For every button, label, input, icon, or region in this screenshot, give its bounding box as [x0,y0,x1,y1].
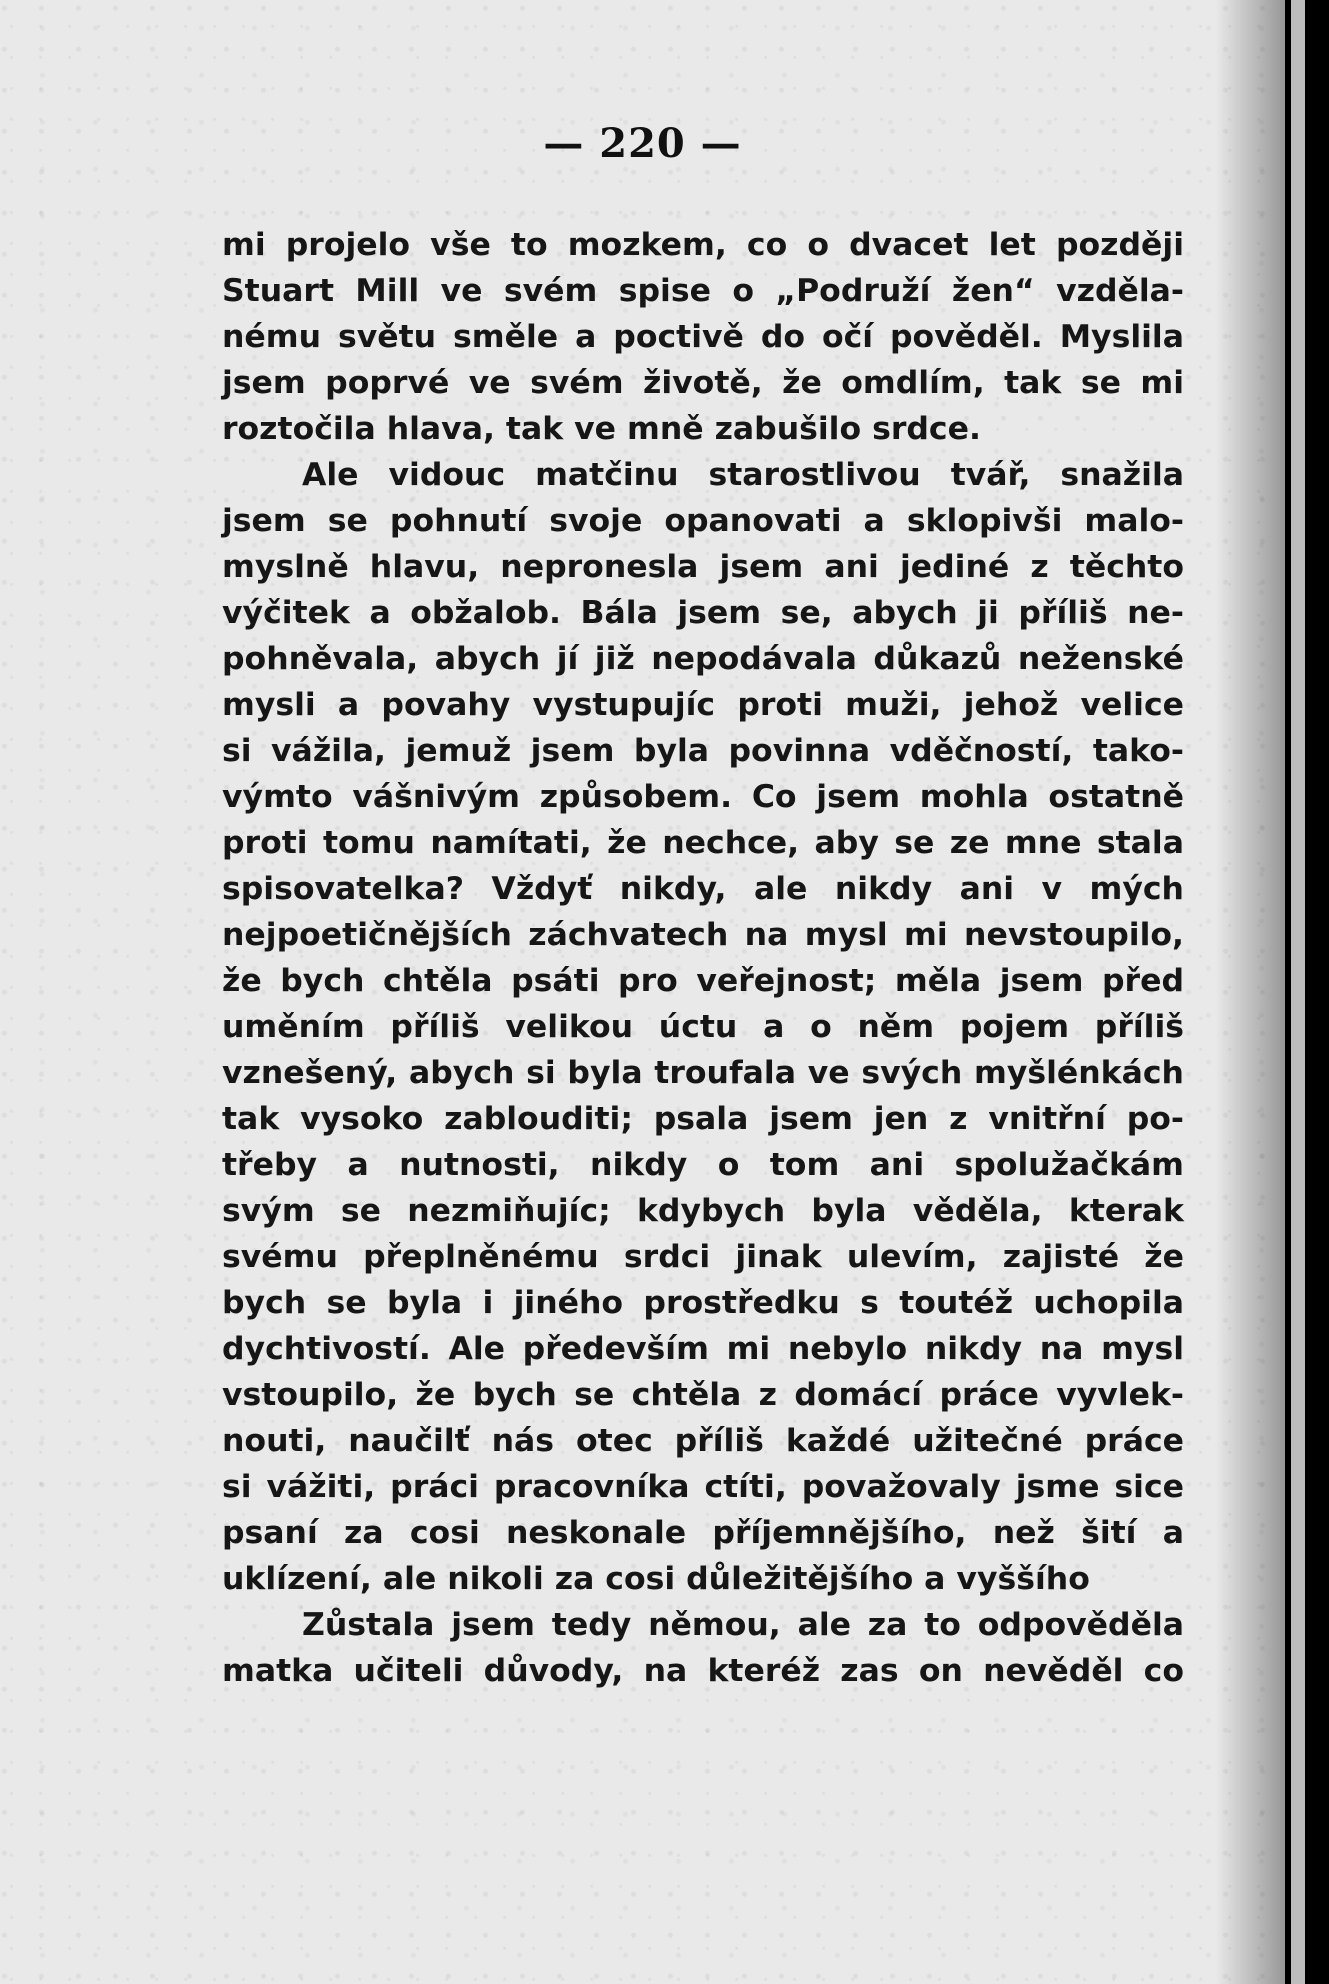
text-line: si vážiti, práci pracovníka ctíti, považovaly jsme sice [222,1469,1184,1505]
text-line: spisovatelka? Vždyť nikdy, ale nikdy ani v mých [222,871,1184,907]
page-shadow [1215,0,1285,1984]
page-edge [1291,0,1305,1984]
text-line: bych se byla i jiného prostředku s toutéž uchopila [222,1285,1184,1321]
text-line: vstoupilo, že bych se chtěla z domácí práce vyvlek- [222,1377,1184,1413]
text-line: myslně hlavu, nepronesla jsem ani jediné z těchto [222,549,1184,585]
text-line: výčitek a obžalob. Bála jsem se, abych ji příliš ne- [222,595,1184,631]
text-line: si vážila, jemuž jsem byla povinna vděčností, tako- [222,733,1184,769]
text-line: mysli a povahy vystupujíc proti muži, jehož velice [222,687,1184,723]
text-line: roztočila hlava, tak ve mně zabušilo srdce. [222,411,981,447]
text-line: Zůstala jsem tedy němou, ale za to odpověděla [302,1607,1184,1643]
text-line: nouti, naučilť nás otec příliš každé užitečné práce [222,1423,1184,1459]
page-number: — 220 — [543,120,742,167]
text-line: psaní za cosi neskonale příjemnějšího, než šití a [222,1515,1184,1551]
paragraph-1 [222,222,1184,452]
text-line: vznešený, abych si byla troufala ve svých myšlénkách [222,1055,1184,1091]
text-line: výmto vášnivým způsobem. Co jsem mohla ostatně [222,779,1184,815]
text-line: proti tomu namítati, že nechce, aby se ze mne stala [222,825,1184,861]
text-line: nému světu směle a poctivě do očí pověděl. Myslila [222,319,1184,355]
text-line: Ale vidouc matčinu starostlivou tvář, snažila [302,457,1184,493]
text-line: jsem poprvé ve svém životě, že omdlím, tak se mi [222,365,1184,401]
text-line: svému přeplněnému srdci jinak ulevím, zajisté že [222,1239,1184,1275]
page-text [222,222,1184,1694]
text-line: dychtivostí. Ale především mi nebylo nikdy na mysl [222,1331,1184,1367]
text-line: mi projelo vše to mozkem, co o dvacet let později [222,227,1184,263]
paragraph-3 [222,1602,1184,1694]
text-line: že bych chtěla psáti pro veřejnost; měla jsem před [222,963,1184,999]
text-line: pohněvala, abych jí již nepodávala důkazů neženské [222,641,1184,677]
text-line: uměním příliš velikou úctu a o něm pojem příliš [222,1009,1184,1045]
text-line: tak vysoko zablouditi; psala jsem jen z vnitřní po- [222,1101,1184,1137]
text-line: jsem se pohnutí svoje opanovati a sklopivši malo- [222,503,1184,539]
text-line: třeby a nutnosti, nikdy o tom ani spolužačkám [222,1147,1184,1183]
text-line: uklízení, ale nikoli za cosi důležitějšího a vyššího [222,1561,1090,1597]
text-line: Stuart Mill ve svém spise o „Podruží žen“ vzděla- [222,273,1184,309]
text-line: nejpoetičnějších záchvatech na mysl mi nevstoupilo, [222,917,1184,953]
text-line: svým se nezmiňujíc; kdybych byla věděla, kterak [222,1193,1184,1229]
paragraph-2 [222,452,1184,1602]
text-line: matka učiteli důvody, na kteréž zas on nevěděl co [222,1653,1184,1689]
